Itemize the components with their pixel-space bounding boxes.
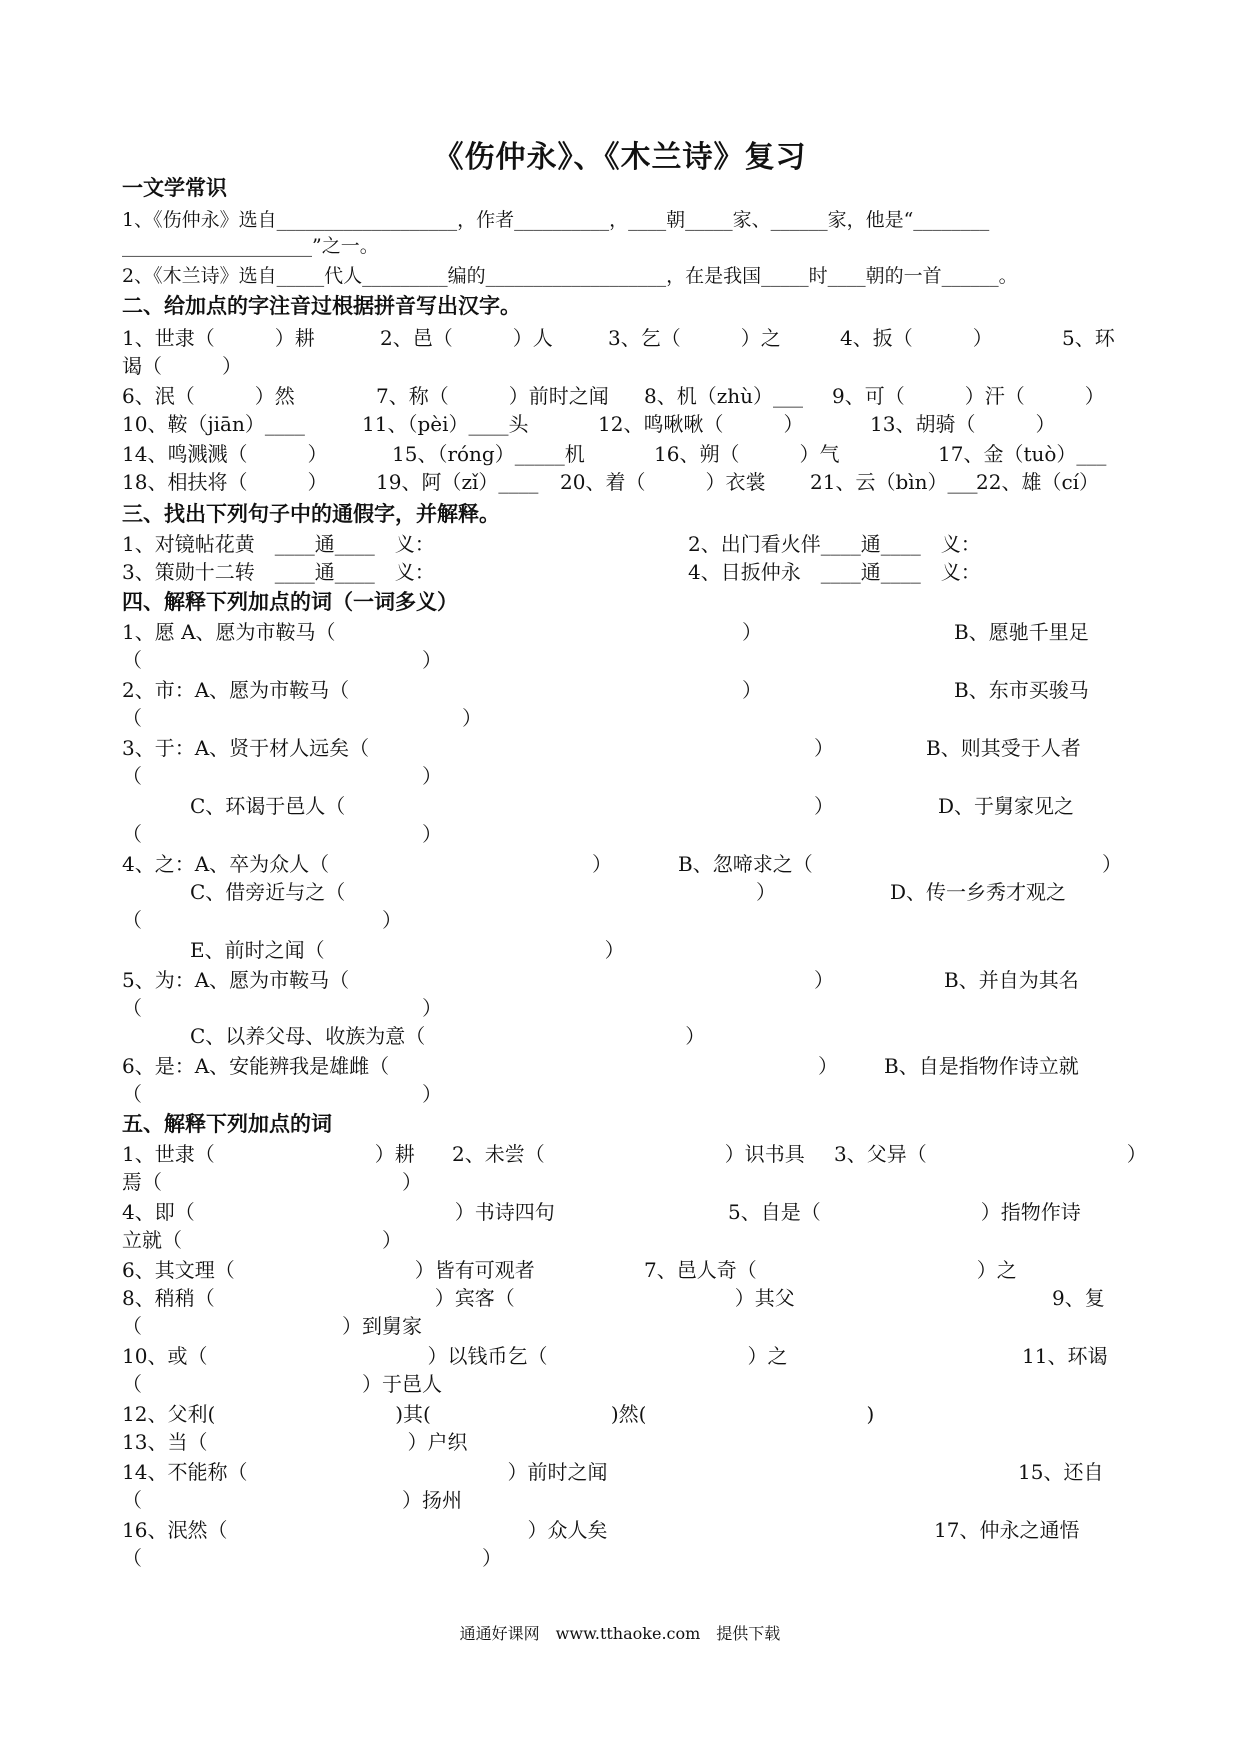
polysemy-6-b: B、自是指物作诗立就 [884, 1054, 1079, 1078]
pinyin-item: 4、扳（ ） [840, 326, 993, 350]
section-heading-1: 一文学常识 [122, 175, 227, 200]
word-item: 12、父利( )其( )然( ) [122, 1402, 875, 1426]
polysemy-4-b: B、忽啼求之（ [678, 852, 813, 876]
pinyin-item: 5、环 [1062, 326, 1115, 350]
polysemy-1-b: B、愿驰千里足 [954, 620, 1089, 644]
pinyin-item: 15、（róng）_____机 [392, 442, 585, 466]
pinyin-item: 19、阿（zǐ）____ [376, 470, 539, 494]
polysemy-4-a: 4、之：A、卒为众人（ [122, 852, 330, 876]
word-item: 11、环谒 [1022, 1344, 1108, 1368]
word-item: 14、不能称（ ）前时之闻 [122, 1460, 608, 1484]
pinyin-item: 3、乞（ ）之 [608, 326, 781, 350]
paren-close: ） [814, 736, 834, 760]
pinyin-item: 17、金（tuò）___ [938, 442, 1107, 466]
question-1-2: 2、《木兰诗》选自_____代人_________编的___________________，在是我国_____时____朝的一首______。 [122, 265, 1018, 287]
paren-close: ） [814, 794, 834, 818]
pinyin-item: 10、鞍（jiān）____ [122, 412, 305, 436]
word-item: 5、自是（ ）指物作诗 [728, 1200, 1081, 1224]
polysemy-5-b: B、并自为其名 [944, 968, 1079, 992]
polysemy-1-a: 1、愿 A、愿为市鞍马（ [122, 620, 336, 644]
tongjia-item: 3、策勋十二转 ____通____ 义： [122, 560, 435, 584]
polysemy-5-a: 5、为：A、愿为市鞍马（ [122, 968, 350, 992]
pinyin-item: 16、朔（ ）气 [654, 442, 840, 466]
word-item: （ ） [122, 1546, 502, 1570]
paren-close: ） [592, 852, 612, 876]
footer-credit: 通通好课网 www.tthaoke.com 提供下载 [459, 1624, 781, 1643]
polysemy-4-d: D、传一乡秀才观之 [890, 880, 1067, 904]
word-item: 7、邑人奇（ ）之 [644, 1258, 1017, 1282]
word-item: 1、世隶（ ）耕 [122, 1142, 415, 1166]
paren-close: ） [818, 1054, 838, 1078]
paren-close: ） [742, 620, 762, 644]
word-item: 8、稍稍（ ）宾客（ ）其父 [122, 1286, 795, 1310]
pinyin-item: 2、邑（ ）人 [380, 326, 553, 350]
tongjia-item: 2、出门看火伴____通____ 义： [688, 532, 981, 556]
pinyin-item: 8、机（zhù）___ [644, 384, 804, 408]
polysemy-2-a: 2、市：A、愿为市鞍马（ [122, 678, 350, 702]
question-1-1-cont: ____________________”之一。 [122, 235, 379, 257]
word-item: 9、复 [1052, 1286, 1105, 1310]
word-item: 焉（ ） [122, 1170, 422, 1194]
word-item: 10、或（ ）以钱币乞（ ）之 [122, 1344, 788, 1368]
polysemy-3-a: 3、于：A、贤于材人远矣（ [122, 736, 370, 760]
word-item: 6、其文理（ ）皆有可观者 [122, 1258, 535, 1282]
polysemy-5-c: C、以养父母、收族为意（ ） [190, 1024, 706, 1048]
page-title: 《伤仲永》、《木兰诗》复习 [433, 140, 807, 175]
word-item: 4、即（ ）书诗四句 [122, 1200, 555, 1224]
pinyin-item: 7、称（ ）前时之闻 [376, 384, 609, 408]
question-1-1: 1、《伤仲永》选自___________________，作者__________，____朝_____家、______家，他是“________ [122, 209, 990, 231]
word-item: 16、泯然（ ）众人矣 [122, 1518, 608, 1542]
tongjia-item: 1、对镜帖花黄 ____通____ 义： [122, 532, 435, 556]
pinyin-item: 13、胡骑（ ） [870, 412, 1056, 436]
polysemy-6-a: 6、是：A、安能辨我是雄雌（ [122, 1054, 390, 1078]
section-heading-5: 五、解释下列加点的词 [122, 1111, 332, 1136]
pinyin-item: 9、可（ ）汗（ ） [832, 384, 1105, 408]
polysemy-2-b: B、东市买骏马 [954, 678, 1089, 702]
pinyin-item: 20、着（ ）衣裳 [560, 470, 766, 494]
word-item: （ ）扬州 [122, 1488, 462, 1512]
word-item: 13、当（ ）户织 [122, 1430, 468, 1454]
paren-close: ） [756, 880, 776, 904]
pinyin-item: 21、云（bìn）___ [810, 470, 978, 494]
pinyin-item: 14、鸣溅溅（ ） [122, 442, 328, 466]
answer-paren: （ ） [122, 996, 442, 1020]
pinyin-row-1-cont: 谒（ ） [122, 354, 242, 378]
word-item: 立就（ ） [122, 1228, 402, 1252]
polysemy-3-b: B、则其受于人者 [926, 736, 1081, 760]
polysemy-3-d: D、于舅家见之 [938, 794, 1075, 818]
word-item: 17、仲永之通悟 [934, 1518, 1080, 1542]
polysemy-4-c: C、借旁近与之（ [190, 880, 346, 904]
polysemy-4-e: E、前时之闻（ ） [190, 938, 625, 962]
answer-paren: （ ） [122, 908, 402, 932]
answer-paren: （ ） [122, 706, 482, 730]
paren-close: ） [742, 678, 762, 702]
answer-paren: （ ） [122, 1082, 442, 1106]
word-item: （ ）于邑人 [122, 1372, 442, 1396]
polysemy-3-c: C、环谒于邑人（ [190, 794, 346, 818]
answer-paren: （ ） [122, 764, 442, 788]
answer-paren: （ ） [122, 648, 442, 672]
answer-paren: （ ） [122, 822, 442, 846]
word-item: 2、未尝（ ）识书具 [452, 1142, 805, 1166]
pinyin-item: 12、鸣啾啾（ ） [598, 412, 804, 436]
tongjia-item: 4、日扳仲永 ____通____ 义： [688, 560, 981, 584]
pinyin-item: 18、相扶将（ ） [122, 470, 328, 494]
section-heading-4: 四、解释下列加点的词（一词多义） [122, 589, 458, 614]
word-item: 15、还自 [1018, 1460, 1104, 1484]
pinyin-item: 22、雄（cí） [976, 470, 1100, 494]
section-heading-2: 二、给加点的字注音过根据拼音写出汉字。 [122, 293, 521, 318]
word-item: 3、父异（ ） [834, 1142, 1147, 1166]
paren-close: ） [1102, 852, 1122, 876]
pinyin-item: 6、泯（ ）然 [122, 384, 295, 408]
word-item: （ ）到舅家 [122, 1314, 422, 1338]
paren-close: ） [814, 968, 834, 992]
pinyin-item: 11、（pèi）____头 [362, 412, 529, 436]
section-heading-3: 三、找出下列句子中的通假字，并解释。 [122, 501, 500, 526]
pinyin-item: 1、世隶（ ）耕 [122, 326, 315, 350]
